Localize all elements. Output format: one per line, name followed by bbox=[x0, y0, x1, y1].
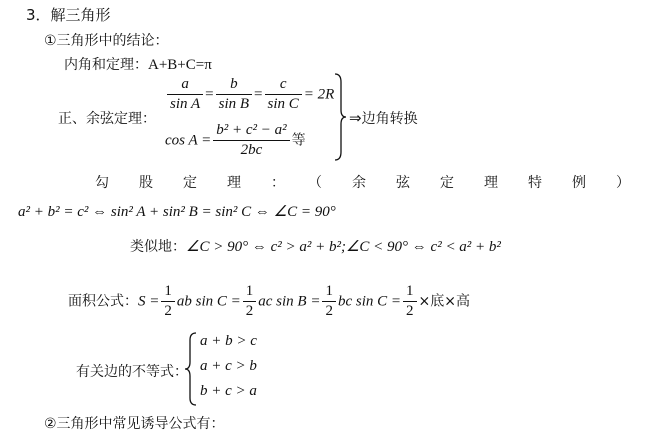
similar-formula: ∠C > 90° ⇔ c² > a² + b²;∠C < 90° ⇔ c² < a² + b² bbox=[186, 239, 501, 255]
left-brace-icon bbox=[184, 331, 198, 407]
frac-b-sinB: $\frac{b}{\text{sin B}}$ bbox=[216, 75, 252, 114]
right-brace-icon bbox=[333, 72, 347, 162]
inequalities-label: 有关边的不等式： bbox=[76, 364, 188, 380]
law-of-cosines: cos A = $\frac{\text{b² + c² − a²}}{2bc}$ 等 bbox=[165, 122, 306, 158]
inequality-1: a + b > c bbox=[200, 333, 257, 349]
inequality-2: a + c > b bbox=[200, 358, 257, 374]
pythagorean-formula: a² + b² = c² ⇔ sin² A + sin² B = sin² C ⇔ ∠C = 90° bbox=[18, 204, 336, 220]
frac-half-2: $\frac{1}{2}$ bbox=[243, 282, 257, 321]
frac-half-1: $\frac{1}{2}$ bbox=[161, 282, 175, 321]
similar-statement: 类似地：∠C > 90° ⇔ c² > a² + b²;∠C < 90° ⇔ c² < a² + b² bbox=[130, 239, 501, 255]
section-heading: 3．解三角形 bbox=[26, 6, 111, 24]
law-of-sines: $\frac{a}{\text{sin A}}$ = $\frac{b}{\text{sin B}}$ = $\frac{c}{\text{sin C}}$ = 2R bbox=[165, 75, 334, 115]
implies-arrow-icon: ⇒ bbox=[349, 111, 362, 127]
subheading-induction: ②三角形中常见诱导公式有： bbox=[44, 416, 225, 432]
frac-cosine: $\frac{\text{b² + c² − a²}}{2bc}$ bbox=[213, 121, 289, 160]
angle-sum-theorem bbox=[64, 54, 212, 74]
subheading-conclusions: ①三角形中的结论： bbox=[44, 33, 169, 49]
frac-half-3: $\frac{1}{2}$ bbox=[322, 282, 336, 321]
sine-cosine-label: 正、余弦定理： bbox=[58, 111, 156, 127]
frac-half-4: $\frac{1}{2}$ bbox=[403, 282, 417, 321]
area-formula: 面积公式：S = $\frac{1}{2}$ ab sin C = $\frac{1}{2}$ ac sin B = $\frac{1}{2}$ bc sin C = $\frac{1}{2}$ ×底×高 bbox=[68, 283, 470, 319]
frac-c-sinC: $\frac{c}{\text{sin C}}$ bbox=[265, 75, 302, 114]
angle-sum-formula: A+B+C=π bbox=[148, 57, 212, 73]
frac-a-sinA: $\frac{a}{\text{sin A}}$ bbox=[167, 75, 203, 114]
angle-sum-label: 内角和定理： bbox=[64, 57, 148, 73]
conversion-result: ⇒边角转换 bbox=[349, 111, 418, 127]
pythagorean-title: 勾股定理：（余弦定理特例） bbox=[95, 175, 660, 191]
inequality-3: b + c > a bbox=[200, 383, 257, 399]
